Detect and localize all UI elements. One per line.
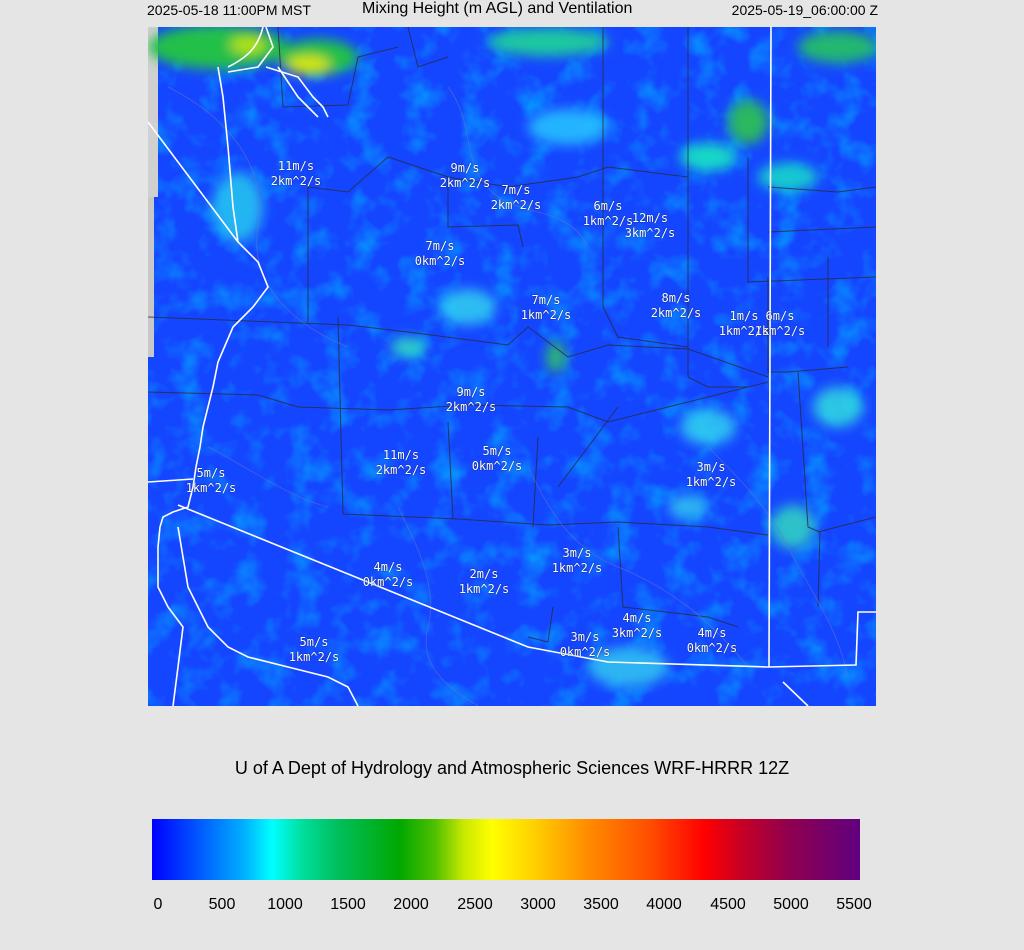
colorbar-tick: 2000 bbox=[393, 896, 429, 913]
ventilation: 1km^2/s bbox=[458, 582, 510, 596]
colorbar-tick: 3000 bbox=[520, 896, 556, 913]
ventilation: 0km^2/s bbox=[414, 254, 466, 268]
colorbar-tick: 1500 bbox=[330, 896, 366, 913]
ventilation: 3km^2/s bbox=[611, 626, 663, 640]
ventilation: 2km^2/s bbox=[375, 463, 427, 477]
vent-label bbox=[271, 159, 322, 189]
vent-label bbox=[415, 239, 466, 269]
vent-label bbox=[651, 291, 702, 321]
color-scale-bar bbox=[152, 819, 860, 880]
wind-speed: 12m/s bbox=[631, 211, 669, 225]
wind-speed: 11m/s bbox=[382, 448, 420, 462]
map-graphics bbox=[148, 27, 876, 706]
wind-speed: 3m/s bbox=[570, 630, 600, 644]
vent-label bbox=[446, 385, 497, 415]
vent-label bbox=[686, 460, 737, 490]
wind-speed: 4m/s bbox=[697, 626, 727, 640]
colorbar-tick: 5000 bbox=[773, 896, 809, 913]
ventilation: 1km^2/s bbox=[185, 481, 237, 495]
wind-speed: 5m/s bbox=[196, 466, 226, 480]
vent-label bbox=[472, 444, 523, 474]
vent-label bbox=[612, 611, 663, 641]
ventilation: 1km^2/s bbox=[582, 214, 634, 228]
model-credit: U of A Dept of Hydrology and Atmospheric Sciences WRF-HRRR 12Z bbox=[234, 758, 790, 778]
ventilation: 0km^2/s bbox=[559, 645, 611, 659]
valid-time-utc: 2025-05-19_06:00:00 Z bbox=[731, 2, 878, 18]
colorbar-tick: 4500 bbox=[710, 896, 746, 913]
wind-speed: 9m/s bbox=[456, 385, 486, 399]
no-data-strip-lower bbox=[148, 197, 154, 357]
ventilation: 1km^2/s bbox=[685, 475, 737, 489]
wind-speed: 7m/s bbox=[531, 293, 561, 307]
ventilation: 2km^2/s bbox=[439, 176, 491, 190]
ventilation: 2km^2/s bbox=[650, 306, 702, 320]
ventilation: 1km^2/s bbox=[520, 308, 572, 322]
wind-speed: 3m/s bbox=[562, 546, 592, 560]
wind-speed: 11m/s bbox=[277, 159, 315, 173]
ventilation: 2km^2/s bbox=[270, 174, 322, 188]
valid-time-local: 2025-05-18 11:00PM MST bbox=[147, 2, 311, 18]
wind-speed: 3m/s bbox=[696, 460, 726, 474]
colorbar-tick: 3500 bbox=[583, 896, 619, 913]
wind-speed: 8m/s bbox=[661, 291, 691, 305]
ventilation: 1km^2/s bbox=[288, 650, 340, 664]
vent-label bbox=[289, 635, 340, 665]
ventilation: 0km^2/s bbox=[686, 641, 738, 655]
vent-label bbox=[687, 626, 738, 656]
mixing-height-map bbox=[148, 27, 876, 706]
vent-label bbox=[755, 309, 806, 339]
wind-speed: 7m/s bbox=[425, 239, 455, 253]
ventilation: 1km^2/s bbox=[718, 324, 770, 338]
wind-speed: 1m/s bbox=[729, 309, 759, 323]
wind-speed: 7m/s bbox=[501, 183, 531, 197]
colorbar-tick: 5500 bbox=[836, 896, 872, 913]
ventilation: 0km^2/s bbox=[362, 575, 414, 589]
ventilation: 1km^2/s bbox=[551, 561, 603, 575]
wind-speed: 4m/s bbox=[622, 611, 652, 625]
wind-speed: 6m/s bbox=[765, 309, 795, 323]
vent-label bbox=[459, 567, 510, 597]
ventilation: 3km^2/s bbox=[624, 226, 676, 240]
ventilation: 1km^2/s bbox=[754, 324, 806, 338]
ventilation: 2km^2/s bbox=[445, 400, 497, 414]
colorbar-tick: 2500 bbox=[457, 896, 493, 913]
vent-label bbox=[491, 183, 542, 213]
map-title: Mixing Height (m AGL) and Ventilation bbox=[362, 0, 633, 17]
wind-speed: 5m/s bbox=[299, 635, 329, 649]
vent-label bbox=[560, 630, 611, 660]
vent-label bbox=[440, 161, 491, 191]
vent-label bbox=[521, 293, 572, 323]
colorbar-tick: 4000 bbox=[646, 896, 682, 913]
vent-label bbox=[363, 560, 414, 590]
colorbar-tick: 0 bbox=[153, 896, 163, 913]
vent-label bbox=[376, 448, 427, 478]
wind-speed: 4m/s bbox=[373, 560, 403, 574]
wind-speed: 2m/s bbox=[469, 567, 499, 581]
wind-speed: 9m/s bbox=[450, 161, 480, 175]
ventilation: 0km^2/s bbox=[471, 459, 523, 473]
vent-label bbox=[625, 211, 676, 241]
wind-speed: 5m/s bbox=[482, 444, 512, 458]
colorbar-tick: 500 bbox=[208, 896, 236, 913]
colorbar-tick: 1000 bbox=[267, 896, 303, 913]
wind-speed: 6m/s bbox=[593, 199, 623, 213]
vent-label bbox=[552, 546, 603, 576]
ventilation: 2km^2/s bbox=[490, 198, 542, 212]
vent-label bbox=[186, 466, 237, 496]
